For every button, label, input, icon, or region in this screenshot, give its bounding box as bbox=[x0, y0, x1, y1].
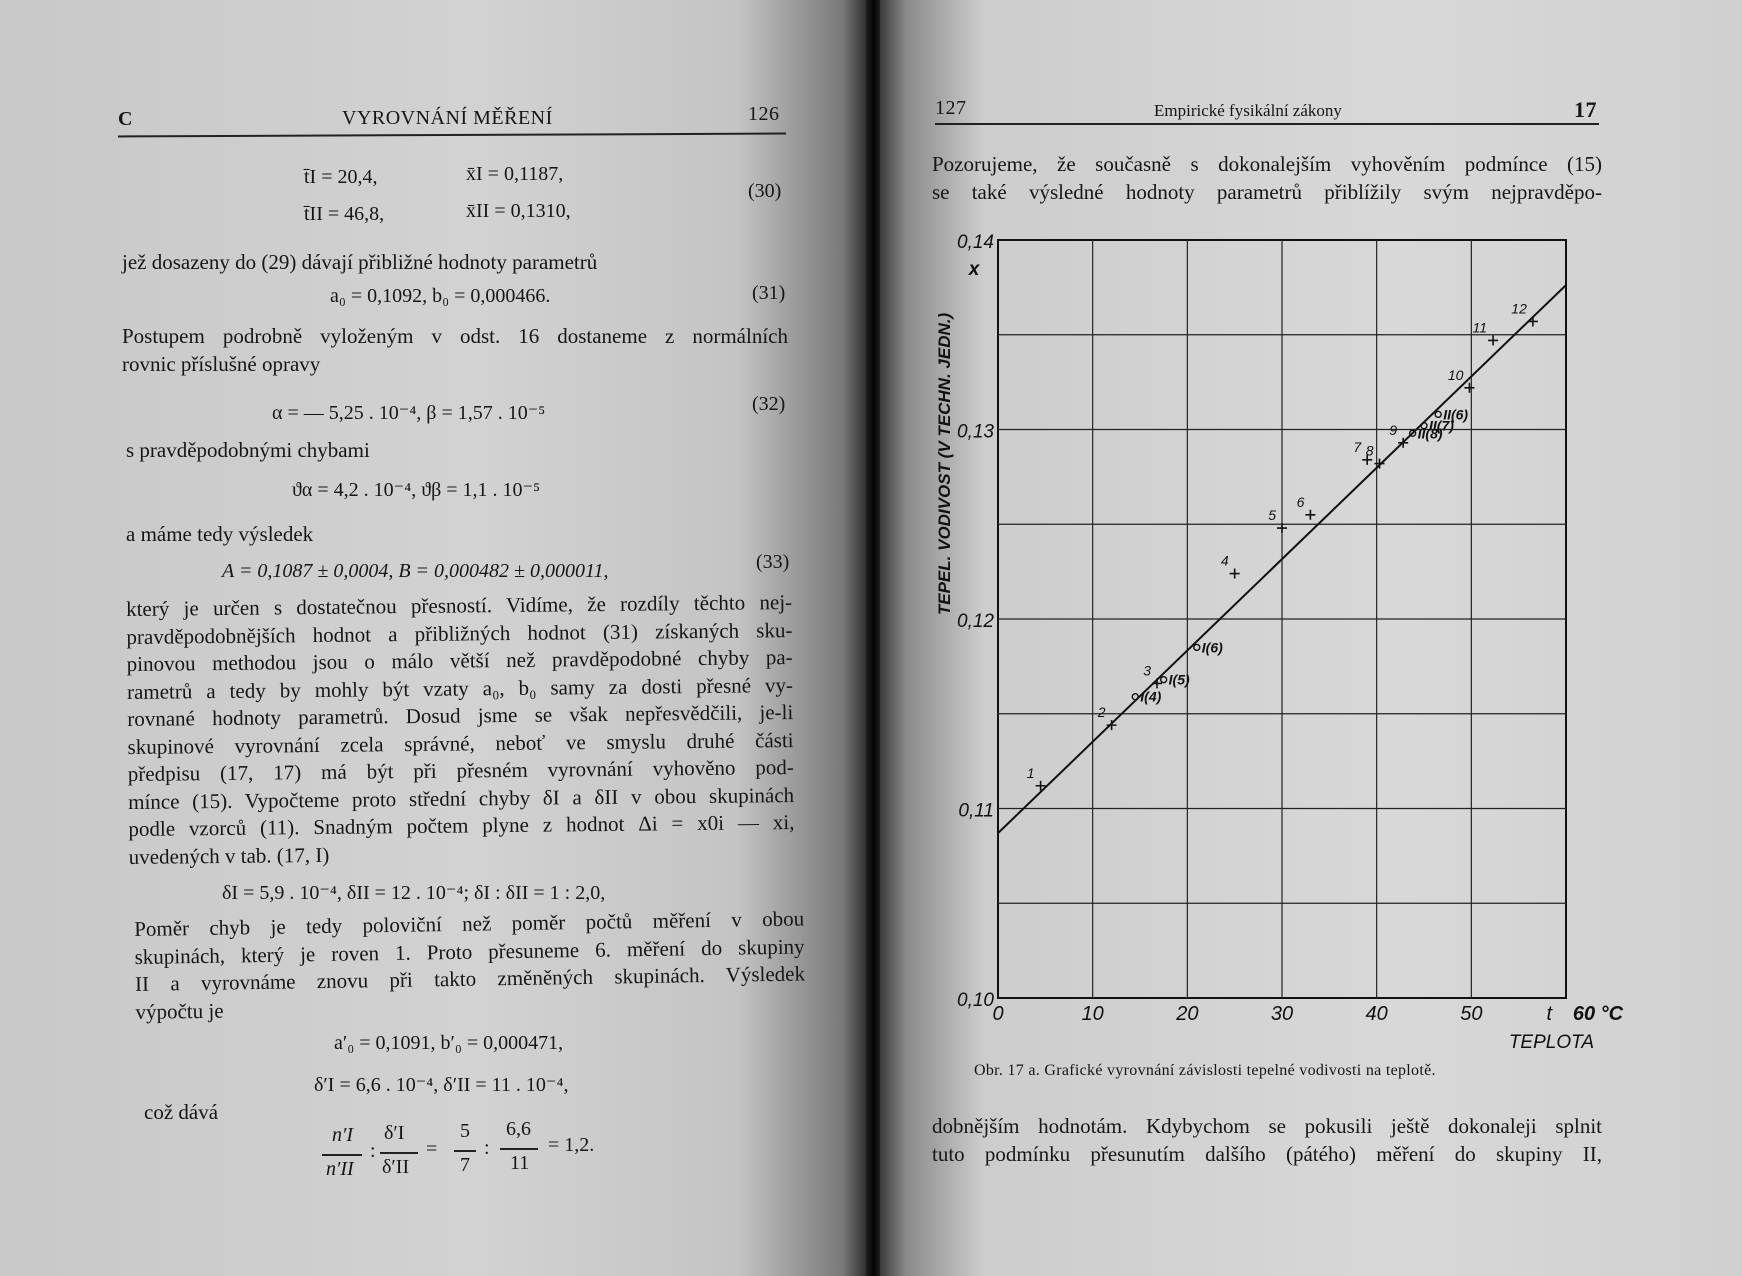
data-point-marker bbox=[1305, 510, 1315, 520]
page-number: 126 bbox=[748, 103, 780, 125]
data-point-label: 12 bbox=[1511, 300, 1527, 317]
y-tick-label: 0,14 bbox=[957, 232, 994, 253]
x-axis-unit: 60 °C bbox=[1572, 1003, 1624, 1025]
group-point-label: I(5) bbox=[1168, 671, 1190, 688]
y-axis-label: TEPEL. VODIVOST (V TECHN. JEDN.) bbox=[935, 312, 954, 616]
text-line: Postupem podrobně vyloženým v odst. 16 dostaneme z normálních bbox=[122, 324, 788, 348]
text-line: II a vyrovnáme znovu při takto změněných skupinách. Výsledek bbox=[134, 961, 806, 996]
frac-f1d: 7 bbox=[460, 1154, 470, 1176]
data-point-label: 2 bbox=[1097, 704, 1106, 721]
data-point-marker bbox=[1230, 569, 1240, 579]
text-line: dobnějším hodnotám. Kdybychom se pokusili ještě dokonaleji splnit bbox=[932, 1114, 1602, 1138]
x-tick-label: 30 bbox=[1270, 1003, 1294, 1025]
y-tick-label: 0,11 bbox=[958, 800, 994, 822]
y-axis-symbol: x bbox=[968, 259, 980, 280]
frac-colon-2: : bbox=[484, 1137, 490, 1159]
eq32: α = — 5,25 . 10⁻⁴, β = 1,57 . 10⁻⁵ bbox=[272, 402, 546, 424]
eq31-number: (31) bbox=[752, 282, 786, 304]
section-number: 17 bbox=[1574, 97, 1597, 122]
data-point-marker bbox=[1107, 720, 1117, 730]
group-point-label: II(8) bbox=[1417, 425, 1443, 442]
section-letter: C bbox=[118, 108, 133, 130]
eq30-right-1: x̄I = 0,1187, bbox=[466, 163, 564, 185]
x-tick-label: 40 bbox=[1365, 1003, 1388, 1025]
running-title: VYROVNÁNÍ MĚŘENÍ bbox=[342, 107, 553, 129]
data-point-label: 3 bbox=[1143, 662, 1152, 679]
text-line: výpočtu je bbox=[135, 998, 224, 1024]
eq-ab-prime: a′₀ = 0,1091, b′₀ = 0,000471, bbox=[334, 1032, 564, 1054]
eq33-number: (33) bbox=[756, 551, 790, 573]
group-point-label: I(4) bbox=[1140, 688, 1162, 705]
frac-d2: δ′II bbox=[382, 1156, 410, 1178]
page-number: 127 bbox=[935, 97, 967, 119]
data-point-marker bbox=[1488, 335, 1498, 345]
text-line: podle vzorců (11). Snadným počtem plyne z hodnot Δi = x0i — xi, bbox=[128, 810, 795, 841]
frac-f2n: 6,6 bbox=[506, 1118, 531, 1140]
x-tick-label: 20 bbox=[1176, 1003, 1199, 1025]
eq-delta: δI = 5,9 . 10⁻⁴, δII = 12 . 10⁻⁴; δI : δII = 1 : 2,0, bbox=[222, 882, 606, 904]
text-line: který je určen s dostatečnou přesností. Vidíme, že rozdíly těchto nej- bbox=[126, 590, 793, 621]
frac-result: = 1,2. bbox=[548, 1134, 595, 1156]
x-tick-label: 0 bbox=[992, 1003, 1004, 1025]
text-co-dava: což dává bbox=[144, 1100, 219, 1124]
frac-n2: n′II bbox=[326, 1158, 354, 1180]
data-point-label: 4 bbox=[1220, 552, 1229, 569]
text-line: pravděpodobnějších hodnot a přibližných hodnot (31) získaných sku- bbox=[126, 617, 793, 649]
text-line: tuto podmínku přesunutím dalšího (pátého) měření do skupiny II, bbox=[932, 1141, 1602, 1166]
text-line: mínce (15). Vypočteme proto střední chyby δI a δII v obou skupinách bbox=[128, 782, 795, 814]
data-point-label: 5 bbox=[1268, 507, 1276, 524]
eq33: A = 0,1087 ± 0,0004, B = 0,000482 ± 0,000011, bbox=[222, 560, 609, 582]
text-line: předpisu (17, 17) má být při přesném vyrovnání vyhověno pod- bbox=[127, 755, 794, 786]
group-point-label: II(7) bbox=[1429, 417, 1454, 434]
text-line: skupinách, který je roven 1. Proto přesuneme 6. měření do skupiny bbox=[134, 933, 805, 969]
text-line: rovnic příslušné opravy bbox=[122, 351, 321, 376]
text-chyby: s pravděpodobnými chybami bbox=[126, 438, 370, 462]
data-point-label: 10 bbox=[1447, 366, 1464, 383]
x-tick-label: 10 bbox=[1081, 1003, 1104, 1025]
text-vysledek: a máme tedy výsledek bbox=[126, 522, 314, 546]
text-line: pinovou methodou jsou o málo větší než pravděpodobné chyby pa- bbox=[126, 645, 793, 676]
group-point-marker bbox=[1161, 677, 1167, 683]
x-axis-symbol: t bbox=[1546, 1003, 1552, 1025]
eq30-left-1: t̄I = 20,4, bbox=[304, 166, 378, 188]
y-tick-label: 0,10 bbox=[957, 990, 994, 1011]
group-point-marker bbox=[1132, 694, 1138, 700]
data-point-label: 1 bbox=[1026, 764, 1035, 781]
data-point-marker bbox=[1528, 316, 1538, 326]
frac-f2d: 11 bbox=[510, 1152, 530, 1174]
frac-f1n: 5 bbox=[460, 1120, 470, 1142]
figure-caption: Obr. 17 a. Grafické vyrovnání závislosti tepelné vodivosti na teplotě. bbox=[974, 1062, 1436, 1079]
text-line: rametrů a tedy by mohly být vzaty a₀, b₀ samy za dosti přesné vy- bbox=[126, 672, 794, 704]
data-point-label: 11 bbox=[1472, 319, 1488, 336]
data-point-label: 9 bbox=[1389, 421, 1398, 438]
data-point-label: 8 bbox=[1365, 442, 1374, 459]
text-line: uvedených v tab. (17, I) bbox=[128, 842, 330, 869]
data-point-label: 7 bbox=[1353, 438, 1362, 455]
frac-eq: = bbox=[426, 1138, 438, 1160]
text-line: se také výsledné hodnoty parametrů přiblížily svým nejpravděpo- bbox=[932, 179, 1602, 204]
text-line: Poměr chyb je tedy poloviční než poměr počtů měření v obou bbox=[134, 906, 805, 941]
running-title: Empirické fysikální zákony bbox=[1154, 101, 1342, 120]
data-point-marker bbox=[1464, 383, 1474, 393]
group-point-label: II(6) bbox=[1443, 406, 1469, 423]
eq-delta-prime: δ′I = 6,6 . 10⁻⁴, δ′II = 11 . 10⁻⁴, bbox=[314, 1074, 569, 1096]
data-point-label: 6 bbox=[1296, 493, 1305, 510]
y-tick-label: 0,13 bbox=[957, 421, 994, 443]
x-axis-label: TEPLOTA bbox=[1508, 1032, 1594, 1053]
text-after-eq30: jež dosazeny do (29) dávají přibližné hodnoty parametrů bbox=[122, 250, 598, 274]
group-point-marker bbox=[1435, 411, 1441, 417]
text-line: rovnané hodnoty parametrů. Dosud jsme se však nepřesvědčili, je-li bbox=[127, 700, 794, 731]
text-line: Pozorujeme, že současně s dokonalejším vyhověním podmínce (15) bbox=[932, 152, 1602, 176]
y-tick-label: 0,12 bbox=[957, 611, 994, 632]
eq31: a₀ = 0,1092, b₀ = 0,000466. bbox=[330, 285, 551, 307]
text-line: skupinové vyrovnání zcela správné, neboť ve smyslu druhé části bbox=[127, 727, 794, 759]
eq30-number: (30) bbox=[748, 180, 782, 202]
eq30-right-2: x̄II = 0,1310, bbox=[466, 200, 571, 222]
x-tick-label: 50 bbox=[1460, 1003, 1483, 1025]
eq-theta: ϑα = 4,2 . 10⁻⁴, ϑβ = 1,1 . 10⁻⁵ bbox=[292, 479, 541, 501]
group-point-marker bbox=[1194, 644, 1200, 650]
group-point-label: I(6) bbox=[1201, 639, 1223, 656]
eq32-number: (32) bbox=[752, 393, 786, 415]
frac-n1: n′I bbox=[332, 1124, 354, 1146]
frac-colon-1: : bbox=[370, 1140, 376, 1162]
eq30-left-2: t̄II = 46,8, bbox=[304, 203, 385, 225]
frac-d1: δ′I bbox=[384, 1122, 405, 1144]
